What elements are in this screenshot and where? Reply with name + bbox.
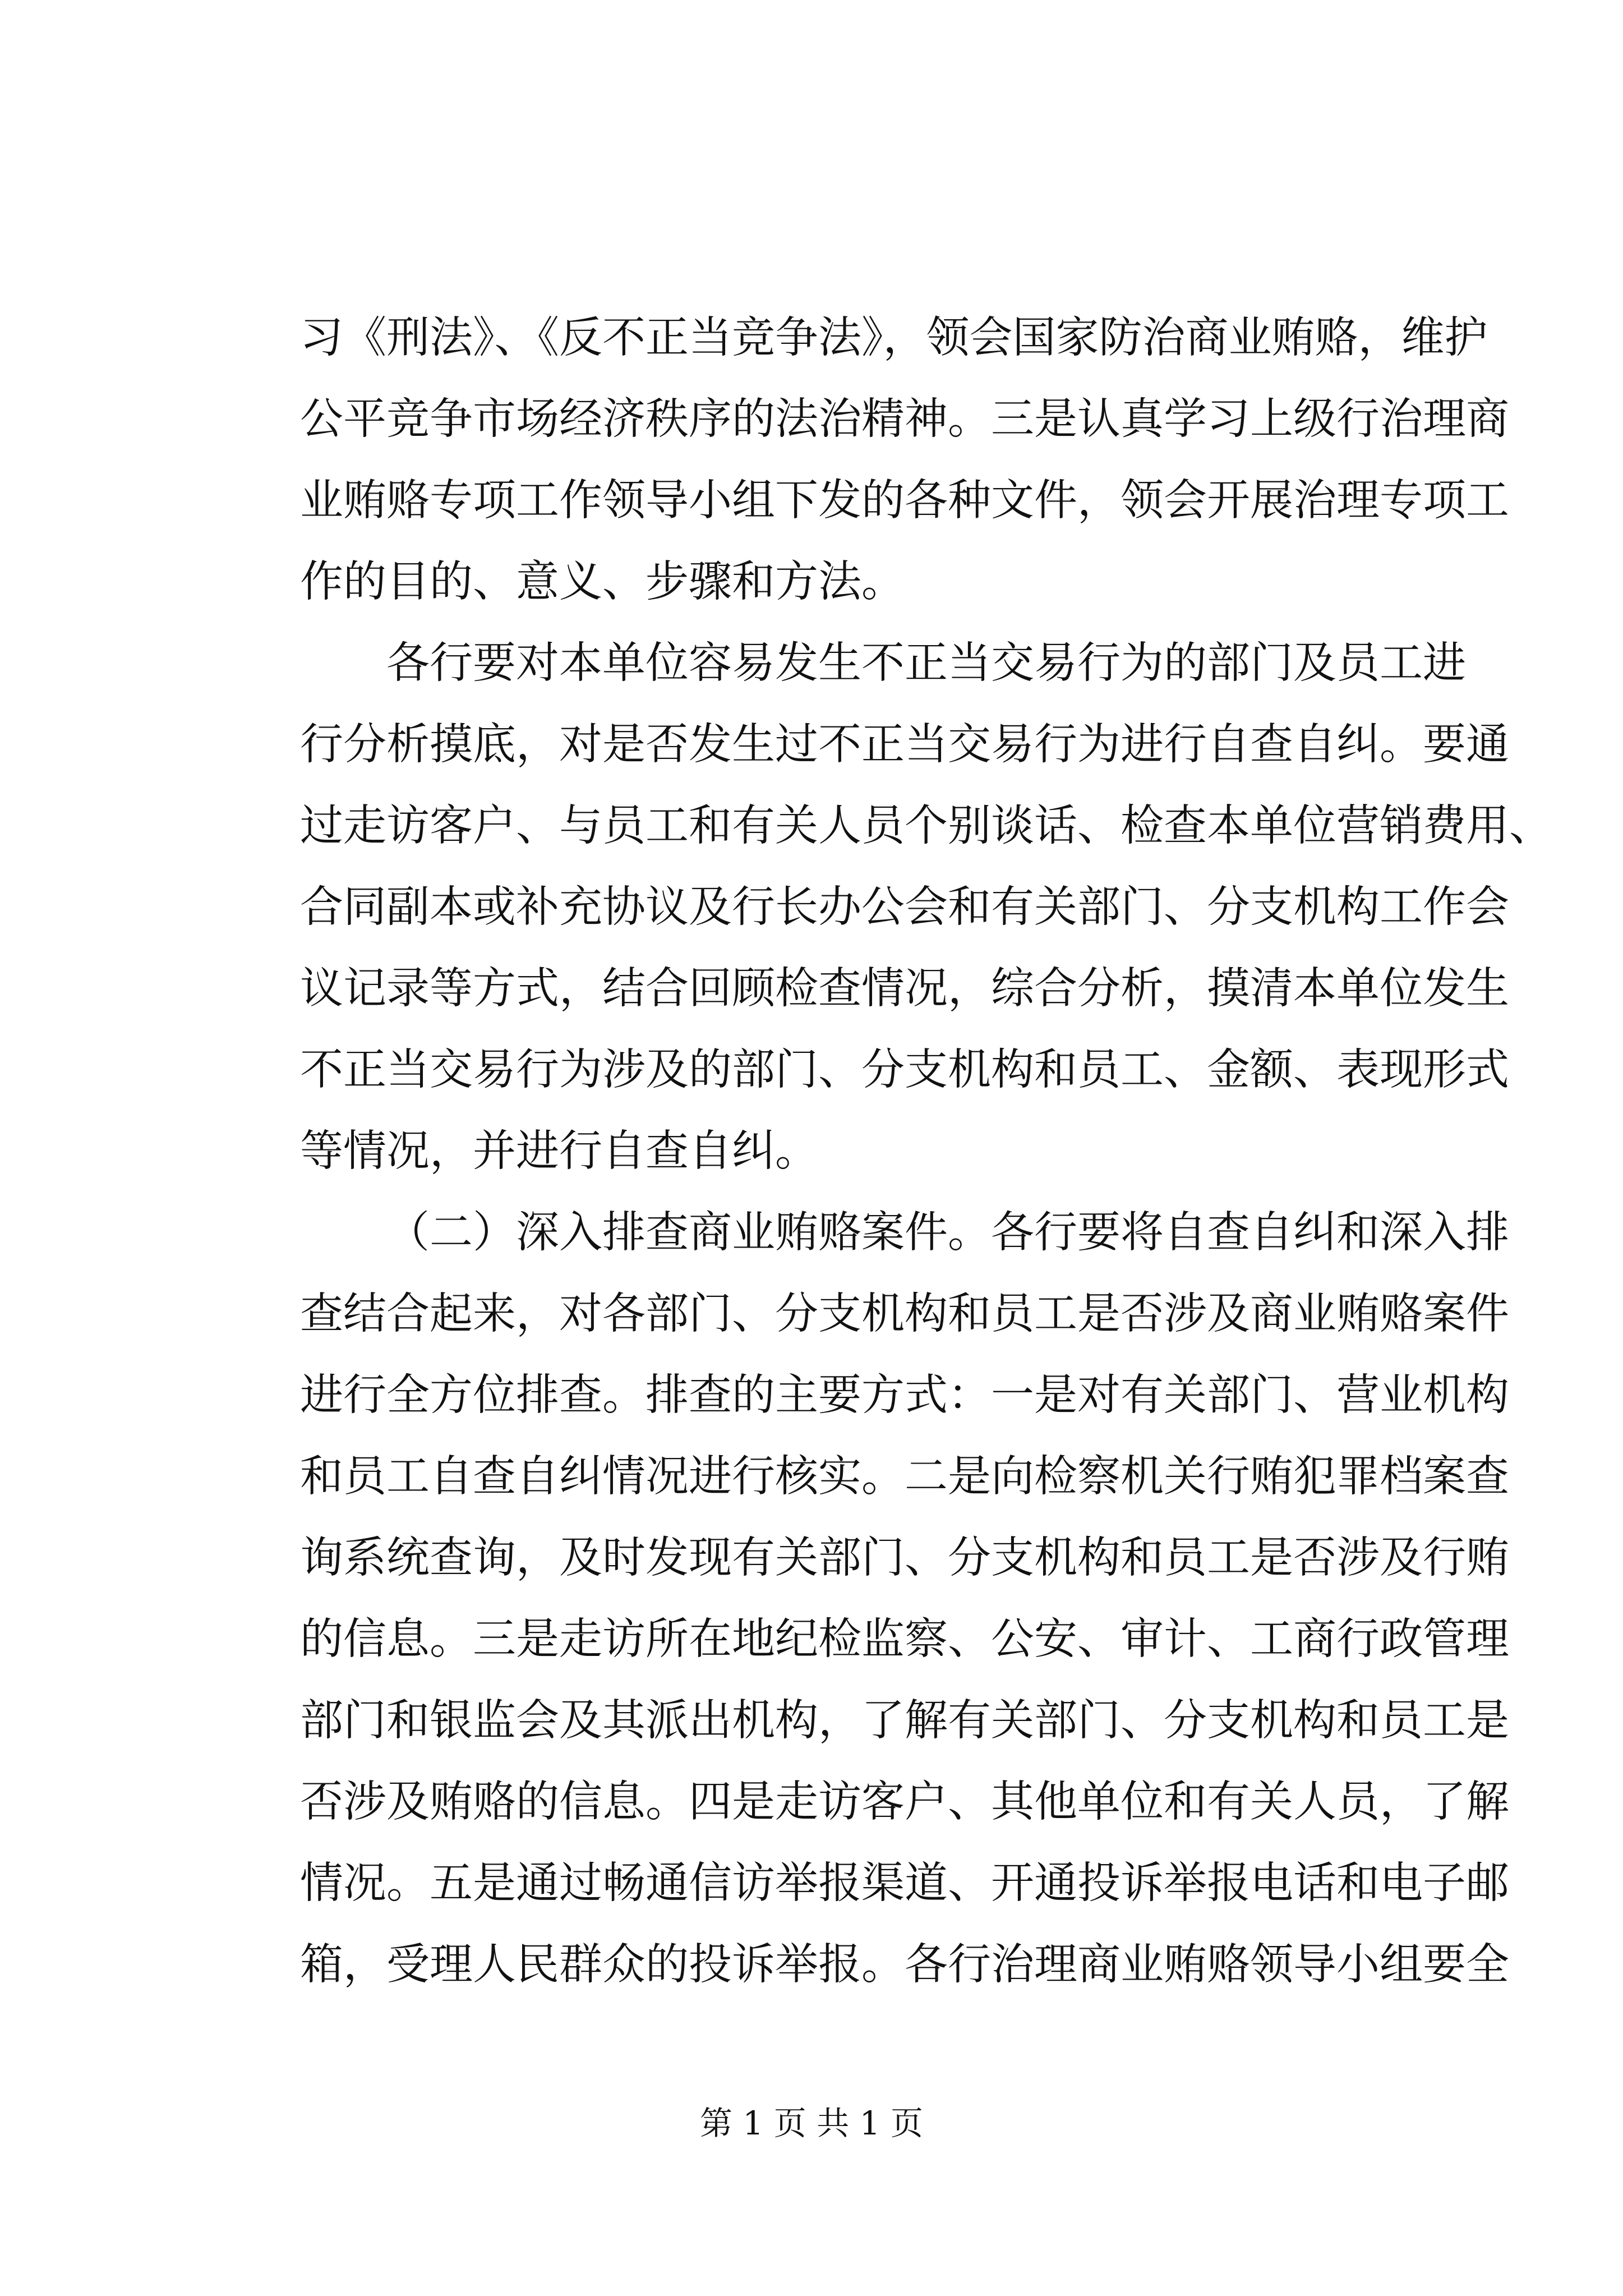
text-line: 作的目的、意义、步骤和方法。 [300, 557, 905, 607]
text-line: 情况。五是通过畅通信访举报渠道、开通投诉举报电话和电子邮 [300, 1858, 1509, 1908]
text-line: 询系统查询，及时发现有关部门、分支机构和员工是否涉及行贿 [300, 1533, 1509, 1583]
text-line: 进行全方位排查。排查的主要方式：一是对有关部门、营业机构 [300, 1370, 1509, 1420]
paragraph-first-line: 各行要对本单位容易发生不正当交易行为的部门及员工进 [386, 638, 1466, 688]
document-body [300, 297, 1552, 2005]
text-line: 和员工自查自纠情况进行核实。二是向检察机关行贿犯罪档案查 [300, 1452, 1509, 1502]
text-line: 过走访客户、与员工和有关人员个别谈话、检查本单位营销费用、 [300, 801, 1552, 851]
text-line: 查结合起来，对各部门、分支机构和员工是否涉及商业贿赂案件 [300, 1289, 1509, 1339]
section-heading-line: （二）深入排查商业贿赂案件。各行要将自查自纠和深入排 [386, 1208, 1509, 1258]
text-line: 部门和银监会及其派出机构，了解有关部门、分支机构和员工是 [300, 1696, 1509, 1746]
text-line: 等情况，并进行自查自纠。 [300, 1126, 818, 1176]
text-line: 箱，受理人民群众的投诉举报。各行治理商业贿赂领导小组要全 [300, 1940, 1509, 1990]
text-line: 公平竞争市场经济秩序的法治精神。三是认真学习上级行治理商 [300, 394, 1509, 444]
page-number-footer: 第 1 页 共 1 页 [700, 2104, 923, 2142]
text-line: 业贿赂专项工作领导小组下发的各种文件，领会开展治理专项工 [300, 476, 1509, 526]
text-line: 行分析摸底，对是否发生过不正当交易行为进行自查自纠。要通 [300, 720, 1509, 770]
text-line: 的信息。三是走访所在地纪检监察、公安、审计、工商行政管理 [300, 1614, 1509, 1664]
text-line: 否涉及贿赂的信息。四是走访客户、其他单位和有关人员，了解 [300, 1777, 1509, 1827]
text-line: 合同副本或补充协议及行长办公会和有关部门、分支机构工作会 [300, 882, 1509, 932]
text-line: 不正当交易行为涉及的部门、分支机构和员工、金额、表现形式 [300, 1045, 1509, 1095]
text-line: 习《刑法》、《反不正当竞争法》，领会国家防治商业贿赂，维护 [300, 313, 1488, 363]
text-line: 议记录等方式，结合回顾检查情况，综合分析，摸清本单位发生 [300, 964, 1509, 1014]
